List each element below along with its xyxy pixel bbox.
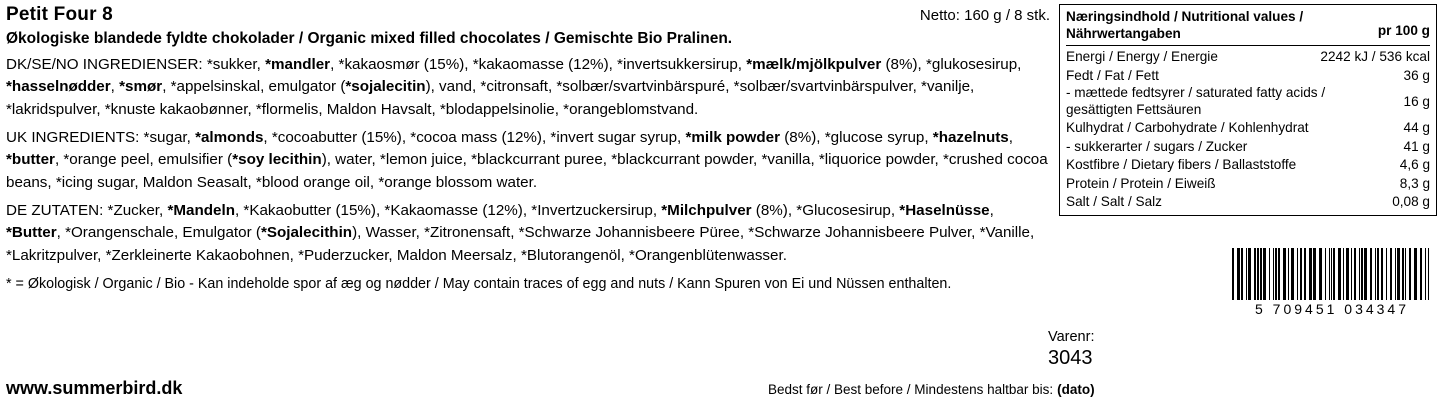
barcode-area <box>1232 248 1432 317</box>
nutrition-row-label: - mættede fedtsyrer / saturated fatty acids / gesättigten Fettsäuren <box>1066 85 1326 117</box>
nutrition-row-label: Energi / Energy / Energie <box>1066 49 1218 65</box>
best-before-date: (dato) <box>1057 382 1095 397</box>
nutrition-row-value: 0,08 g <box>1392 193 1430 209</box>
item-number-block <box>1048 328 1094 371</box>
nutrition-row <box>1066 119 1430 137</box>
nutrition-row-value: 44 g <box>1403 120 1430 136</box>
ingredients-dk: DK/SE/NO INGREDIENSER: *sukker, *mandler, *kakaosmør (15%), *kakaomasse (12%), *invertsukkersirup, *mælk/mjölkpulver (8%), *glukosesirup, *hasselnødder, *smør, *appelsinskal, emulgator (*sojalecitin), vand, *citronsaft, *solbær/svartvinbärspuré, *solbær/svartvinbärspulver, *vanilje, *lakridspulver, *knuste kakaobønner, *flormelis, Maldon Havsalt, *blodappelsinolie, *orangeblomstvand. <box>6 56 1022 118</box>
nutrition-row-value: 16 g <box>1403 94 1430 110</box>
nutrition-row <box>1066 137 1430 155</box>
best-before-label: Bedst før / Best before / Mindestens haltbar bis: <box>768 382 1054 397</box>
allergen-footnote: * = Økologisk / Organic / Bio - Kan indeholde spor af æg og nødder / May contain traces of egg and nuts / Kann Spuren von Ei und Nüssen enthalten. <box>6 276 952 293</box>
nutrition-row-value: 2242 kJ / 536 kcal <box>1320 49 1430 65</box>
nutrition-row-value: 4,6 g <box>1399 157 1430 173</box>
nutrition-row <box>1066 192 1430 210</box>
nutrition-row-label: Protein / Protein / Eiweiß <box>1066 175 1216 191</box>
nutrition-header-title: Næringsindhold / Nutritional values / Nährwertangaben <box>1066 9 1304 41</box>
nutrition-row <box>1066 85 1430 119</box>
nutrition-row-value: 8,3 g <box>1399 175 1430 191</box>
nutrition-row-label: Kulhydrat / Carbohydrate / Kohlenhydrat <box>1066 120 1309 136</box>
nutrition-row-value: 36 g <box>1403 67 1430 83</box>
nutrition-row <box>1066 156 1430 174</box>
barcode-number: 5 709451 034347 <box>1255 301 1409 317</box>
product-subtitle: Økologiske blandede fyldte chokolader / Organic mixed filled chocolates / Gemischte Bio Pralinen. <box>6 30 733 47</box>
nutrition-row-value: 41 g <box>1403 138 1430 154</box>
ingredients-panel <box>6 4 1052 294</box>
nutrition-rows <box>1066 45 1430 211</box>
net-weight: Netto: 160 g / 8 stk. <box>919 7 1050 24</box>
item-number-label: Varenr: <box>1048 329 1095 345</box>
nutrition-row <box>1066 66 1430 84</box>
nutrition-row-label: - sukkerarter / sugars / Zucker <box>1066 138 1248 154</box>
nutrition-row-label: Salt / Salt / Salz <box>1066 193 1162 209</box>
item-number-value: 3043 <box>1048 347 1093 370</box>
best-before-row <box>768 382 1095 397</box>
barcode-bar <box>1429 248 1430 300</box>
nutrition-header-per: pr 100 g <box>1377 23 1430 38</box>
nutrition-row <box>1066 48 1430 66</box>
nutrition-row-label: Fedt / Fat / Fett <box>1066 67 1159 83</box>
nutrition-row-label: Kostfibre / Dietary fibers / Ballaststoffe <box>1066 157 1297 173</box>
nutrition-table <box>1059 4 1437 216</box>
website-link[interactable]: www.summerbird.dk <box>6 378 183 398</box>
nutrition-header <box>1066 9 1430 45</box>
nutrition-row <box>1066 174 1430 192</box>
ingredients-uk: UK INGREDIENTS: *sugar, *almonds, *cocoabutter (15%), *cocoa mass (12%), *invert sugar syrup, *milk powder (8%), *glucose syrup, *hazelnuts, *butter, *orange peel, emulsifier (*soy lecithin), water, *lemon juice, *blackcurrant puree, *blackcurrant powder, *vanilla, *liquorice powder, *crushed cocoa beans, *icing sugar, Maldon Seasalt, *blood orange oil, *orange blossom water. <box>6 129 1048 191</box>
ingredients-de: DE ZUTATEN: *Zucker, *Mandeln, *Kakaobutter (15%), *Kakaomasse (12%), *Invertzuckersirup, *Milchpulver (8%), *Glucosesirup, *Haselnüsse, *Butter, *Orangenschale, Emulgator (*Sojalecithin), Wasser, *Zitronensaft, *Schwarze Johannisbeere Püree, *Schwarze Johannisbeere Pulver, *Vanille, *Lakritzpulver, *Zerkleinerte Kakaobohnen, *Puderzucker, Maldon Meersalz, *Blutorangenöl, *Orangenblütenwasser. <box>6 202 1035 264</box>
barcode-image <box>1232 248 1430 300</box>
page-title: Petit Four 8 <box>6 4 113 25</box>
title-row <box>6 4 1052 26</box>
